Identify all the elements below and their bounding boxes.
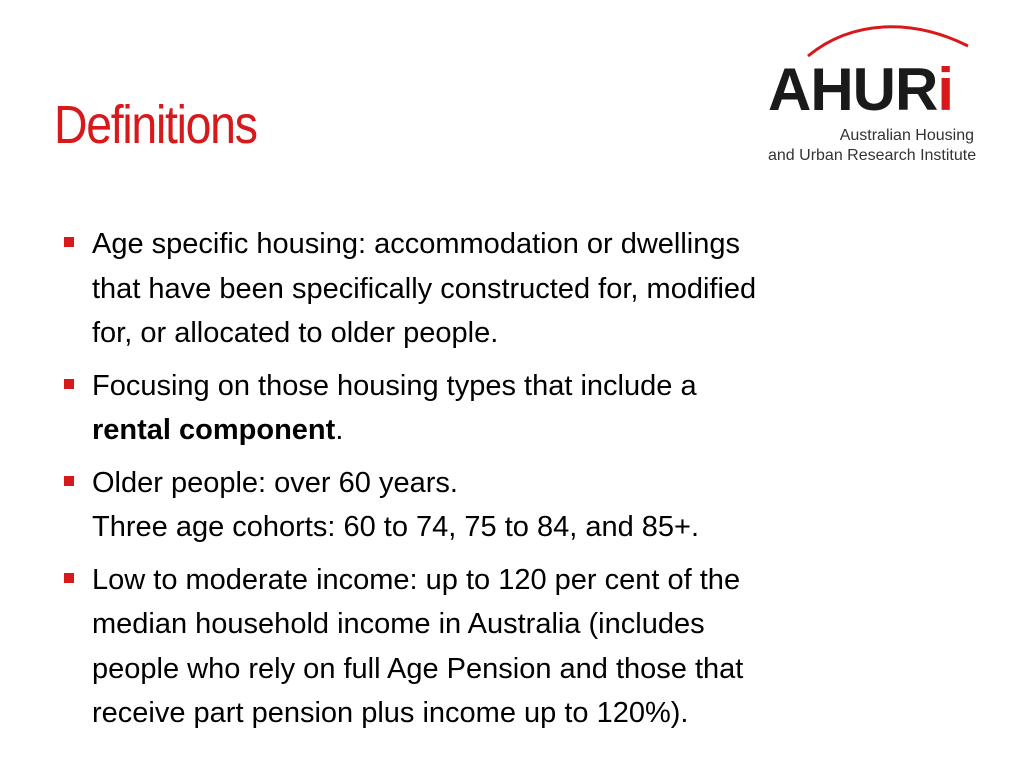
- bullet-line: Three age cohorts: 60 to 74, 75 to 84, and 85+.: [92, 511, 700, 543]
- bullet-line: median household income in Australia (includes: [92, 608, 705, 640]
- logo-subtitle-line-1: Australian Housing: [839, 127, 974, 144]
- bullet-item: [64, 461, 964, 550]
- bullet-line: for, or allocated to older people.: [92, 317, 499, 349]
- logo-wordmark: [768, 56, 953, 123]
- square-bullet-icon: [64, 476, 74, 486]
- bullet-line: Age specific housing: accommodation or dwellings: [92, 228, 741, 260]
- bullet-line: Older people: over 60 years.: [92, 466, 458, 499]
- bullet-list: [64, 222, 964, 744]
- square-bullet-icon: [64, 237, 74, 247]
- bullet-line: Focusing on those housing types that include a: [92, 369, 697, 402]
- bullet-item: [64, 558, 964, 736]
- bullet-punctuation: .: [335, 414, 344, 446]
- bullet-bold-text: rental component: [92, 414, 336, 446]
- bullet-line: [92, 408, 964, 453]
- logo-subtitle-line-2: and Urban Research Institute: [768, 147, 977, 164]
- bullet-line: Low to moderate income: up to 120 per cent of the: [92, 563, 741, 596]
- slide-title: Definitions: [54, 95, 257, 155]
- bullet-line: receive part pension plus income up to 120%).: [92, 697, 689, 729]
- square-bullet-icon: [64, 573, 74, 583]
- logo-wordmark-main: AHUR: [768, 56, 938, 123]
- logo-subtitle: [768, 126, 977, 166]
- square-bullet-icon: [64, 379, 74, 389]
- bullet-item: [64, 222, 964, 356]
- ahuri-logo: [762, 24, 982, 174]
- bullet-line: that have been specifically constructed for, modified: [92, 272, 757, 305]
- bullet-line: people who rely on full Age Pension and those that: [92, 652, 744, 685]
- bullet-item: [64, 364, 964, 453]
- logo-wordmark-accent: i: [937, 56, 953, 123]
